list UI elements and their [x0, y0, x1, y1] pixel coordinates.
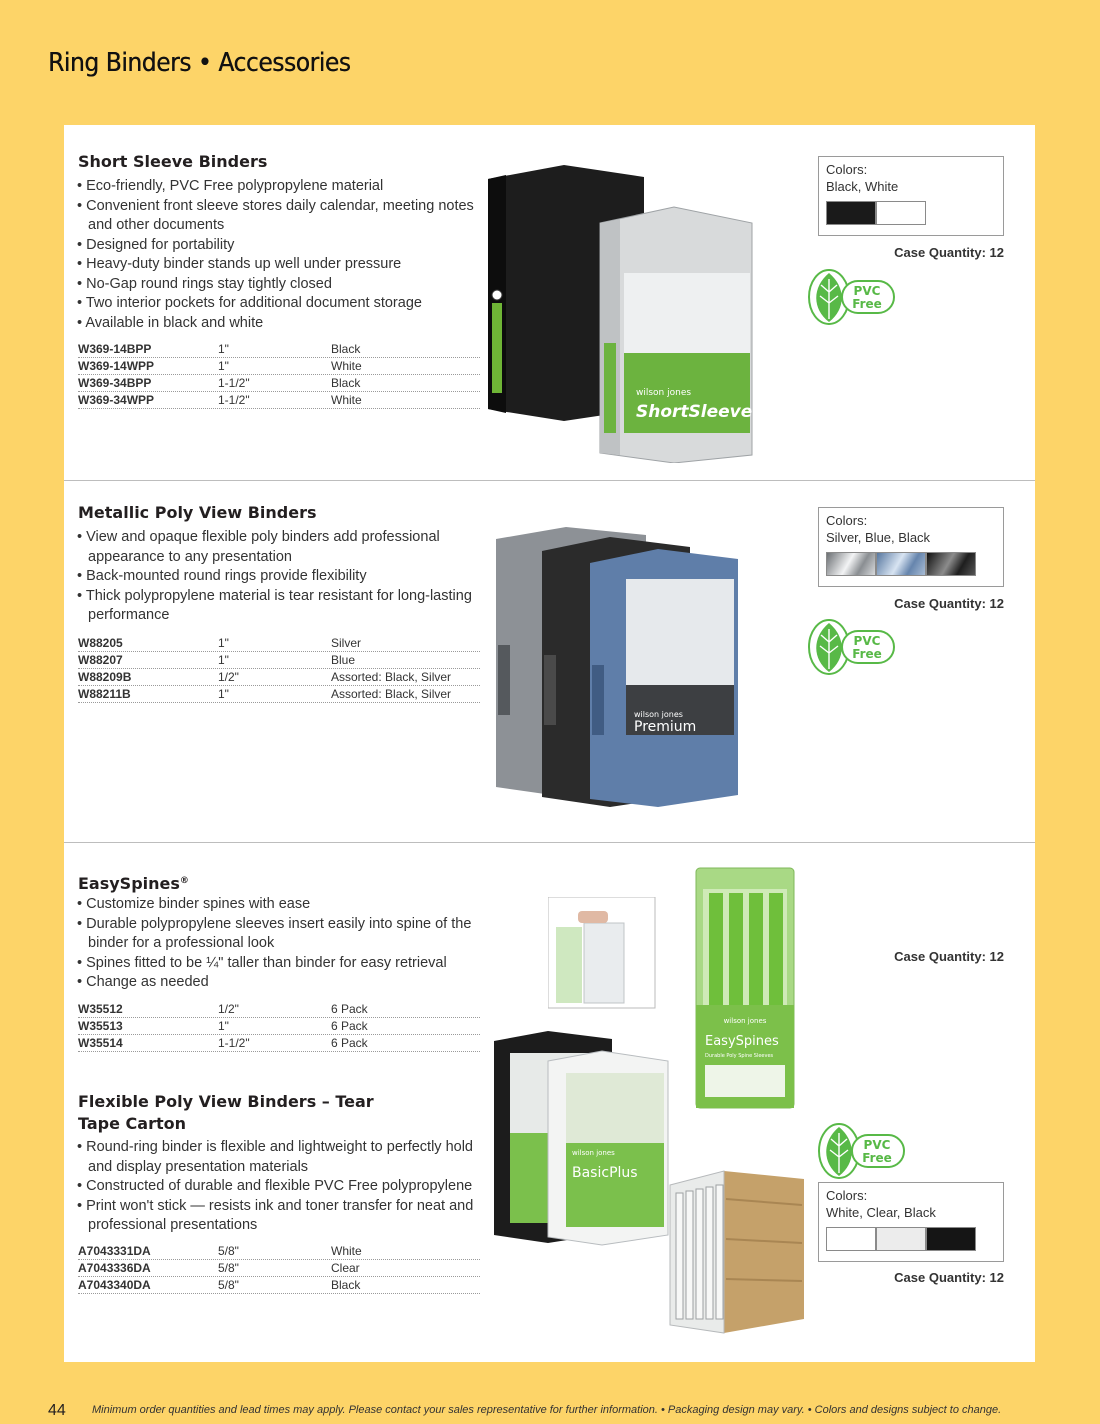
swatch-white	[826, 1227, 876, 1251]
colors-text: Black, White	[826, 179, 899, 194]
footer-disclaimer: Minimum order quantities and lead times may apply. Please contact your sales representative for further information. • Packaging design may vary. • Colors and designs subject to change.	[92, 1404, 1002, 1416]
sku-code: W88205	[78, 636, 123, 650]
sku-code: W369-14WPP	[78, 359, 155, 373]
sku-code: W369-14BPP	[78, 342, 152, 356]
bullet-item: • Available in black and white	[77, 314, 477, 334]
bullet-item: • Round-ring binder is flexible and lightweight to perfectly hold and display presentation materials	[77, 1138, 477, 1177]
colors-label: Colors:	[826, 513, 868, 528]
sku-code: W88207	[78, 653, 123, 667]
swatch-black	[926, 1227, 976, 1251]
product-brand-label: wilson jones	[634, 710, 683, 719]
sku-code: W369-34WPP	[78, 393, 155, 407]
bullet-item: • Back-mounted round rings provide flexibility	[77, 567, 477, 587]
product-brand-label: wilson jones	[723, 1017, 767, 1025]
product-brand-label: wilson jones	[636, 388, 692, 398]
table-row	[78, 652, 480, 669]
bullet-item: • Eco-friendly, PVC Free polypropylene material	[77, 177, 477, 197]
sku-color: Black	[331, 1278, 361, 1292]
product-sub-label: Durable Poly Spine Sleeves	[705, 1053, 774, 1059]
table-row	[78, 1018, 480, 1035]
swatch-white	[876, 201, 926, 225]
blue-binder-illustration	[590, 549, 738, 807]
case-quantity: Case Quantity: 12	[894, 1270, 1004, 1285]
sku-size: 1"	[218, 653, 229, 667]
product-name-label: BasicPlus	[572, 1165, 638, 1181]
sku-code: W369-34BPP	[78, 376, 152, 390]
color-swatches	[826, 201, 996, 225]
sku-size: 1"	[218, 687, 229, 701]
content-panel	[64, 125, 1035, 1362]
pvc-free-badge	[806, 267, 898, 327]
page-number: 44	[48, 1402, 66, 1419]
bullet-item: • Customize binder spines with ease	[77, 895, 477, 915]
product-name-label: EasySpines	[705, 1034, 779, 1049]
sku-size: 1/2"	[218, 670, 239, 684]
bullet-item: • Spines fitted to be ¼" taller than binder for easy retrieval	[77, 954, 477, 974]
sku-table-flexible-poly	[78, 1243, 480, 1294]
registered-mark: ®	[179, 876, 189, 886]
sku-size: 1-1/2"	[218, 376, 250, 390]
sku-table-short-sleeve	[78, 341, 480, 409]
short-sleeve-binders-image	[484, 163, 774, 463]
swatch-black	[826, 201, 876, 225]
colors-label: Colors:	[826, 162, 868, 177]
swatch-clear	[876, 1227, 926, 1251]
table-row	[78, 1001, 480, 1018]
table-row	[78, 686, 480, 703]
sku-code: W88209B	[78, 670, 132, 684]
sku-table-easyspines	[78, 1001, 480, 1052]
bullet-item: • Durable polypropylene sleeves insert easily into spine of the binder for a professional look	[77, 915, 477, 954]
easyspines-package-image	[695, 867, 795, 1109]
product-name-label: ShortSleeve	[636, 402, 753, 422]
bullet-item: • Convenient front sleeve stores daily calendar, meeting notes and other documents	[77, 197, 477, 236]
sku-code: A7043331DA	[78, 1244, 151, 1258]
sku-color: Assorted: Black, Silver	[331, 670, 452, 684]
sku-color: Blue	[331, 653, 356, 667]
colors-text: White, Clear, Black	[826, 1205, 936, 1220]
sku-size: 5/8"	[218, 1278, 239, 1292]
sku-color: White	[331, 359, 362, 373]
bullet-item: • Heavy-duty binder stands up well under pressure	[77, 255, 477, 275]
spine-insert-photo	[548, 897, 656, 1009]
sku-code: W88211B	[78, 687, 131, 701]
sku-color: White	[331, 1244, 362, 1258]
metallic-binders-image	[494, 525, 774, 810]
sku-code: A7043340DA	[78, 1278, 151, 1292]
table-row	[78, 341, 480, 358]
bullet-item: • View and opaque flexible poly binders add professional appearance to any presentation	[77, 528, 477, 567]
swatch-black	[926, 552, 976, 576]
sku-table-metallic	[78, 635, 480, 703]
sku-color: White	[331, 393, 362, 407]
basicplus-binders-image	[492, 1029, 674, 1247]
case-quantity: Case Quantity: 12	[894, 596, 1004, 611]
sku-code: A7043336DA	[78, 1261, 151, 1275]
sku-size: 1"	[218, 359, 229, 373]
colors-text: Silver, Blue, Black	[826, 530, 931, 545]
swatch-blue	[876, 552, 926, 576]
pvc-line1: PVC	[853, 284, 881, 298]
sku-code: W35512	[78, 1002, 123, 1016]
bullet-list-short-sleeve	[77, 177, 477, 333]
sku-size: 1-1/2"	[218, 393, 250, 407]
bullet-list-metallic	[77, 528, 477, 626]
table-row	[78, 392, 480, 409]
sku-color: 6 Pack	[331, 1002, 368, 1016]
bullet-item: • Print won't stick — resists ink and toner transfer for neat and professional presentations	[77, 1197, 477, 1236]
sku-color: Black	[331, 376, 361, 390]
sku-size: 1"	[218, 1019, 229, 1033]
colors-box-short-sleeve	[818, 156, 1004, 236]
colors-label: Colors:	[826, 1188, 868, 1203]
case-quantity: Case Quantity: 12	[894, 245, 1004, 260]
colors-box-metallic	[818, 507, 1004, 587]
sku-color: Black	[331, 342, 361, 356]
hand-illustration	[578, 911, 608, 923]
tear-tape-carton-image	[668, 1169, 806, 1335]
sku-size: 5/8"	[218, 1261, 239, 1275]
sku-color: Assorted: Black, Silver	[331, 687, 452, 701]
section-divider	[64, 480, 1035, 481]
pvc-free-badge	[806, 617, 898, 677]
table-row	[78, 1277, 480, 1294]
pvc-line2: Free	[852, 297, 882, 311]
section-title-text: EasySpines	[78, 874, 180, 893]
bullet-item: • Two interior pockets for additional document storage	[77, 294, 477, 314]
bullet-item: • Constructed of durable and flexible PVC Free polypropylene	[77, 1177, 477, 1197]
table-row	[78, 1035, 480, 1052]
bullet-item: • Designed for portability	[77, 236, 477, 256]
table-row	[78, 635, 480, 652]
swatch-silver	[826, 552, 876, 576]
sku-size: 1-1/2"	[218, 1036, 250, 1050]
sku-size: 1"	[218, 636, 229, 650]
page-title: Ring Binders • Accessories	[48, 48, 351, 78]
table-row	[78, 358, 480, 375]
pvc-line1: PVC	[863, 1138, 891, 1152]
section-title-flexible-poly: Flexible Poly View Binders – Tear Tape Carton	[78, 1092, 374, 1133]
product-brand-label: wilson jones	[572, 1149, 615, 1157]
table-row	[78, 1260, 480, 1277]
section-title-short-sleeve: Short Sleeve Binders	[78, 152, 268, 171]
section-title-easyspines	[78, 870, 189, 895]
section-title-metallic: Metallic Poly View Binders	[78, 503, 317, 522]
sku-code: W35514	[78, 1036, 123, 1050]
white-binder-illustration	[600, 207, 752, 463]
table-row	[78, 375, 480, 392]
product-name-label: Premium	[634, 719, 697, 735]
pvc-line2: Free	[862, 1151, 892, 1165]
bullet-item: • Thick polypropylene material is tear resistant for long-lasting performance	[77, 587, 477, 626]
table-row	[78, 1243, 480, 1260]
sku-color: 6 Pack	[331, 1019, 368, 1033]
pvc-free-badge	[816, 1121, 908, 1181]
pvc-line1: PVC	[853, 634, 881, 648]
bullet-list-easyspines	[77, 895, 477, 993]
sku-color: Clear	[331, 1261, 360, 1275]
sku-size: 1"	[218, 342, 229, 356]
sku-code: W35513	[78, 1019, 123, 1033]
sku-color: Silver	[331, 636, 362, 650]
sku-size: 5/8"	[218, 1244, 239, 1258]
case-quantity: Case Quantity: 12	[894, 949, 1004, 964]
color-swatches	[826, 1227, 996, 1251]
color-swatches	[826, 552, 996, 576]
section-divider	[64, 842, 1035, 843]
pvc-line2: Free	[852, 647, 882, 661]
table-row	[78, 669, 480, 686]
bullet-item: • No-Gap round rings stay tightly closed	[77, 275, 477, 295]
sku-color: 6 Pack	[331, 1036, 368, 1050]
sku-size: 1/2"	[218, 1002, 239, 1016]
bullet-item: • Change as needed	[77, 973, 477, 993]
bullet-list-flexible-poly	[77, 1138, 477, 1236]
colors-box-flexible-poly	[818, 1182, 1004, 1262]
